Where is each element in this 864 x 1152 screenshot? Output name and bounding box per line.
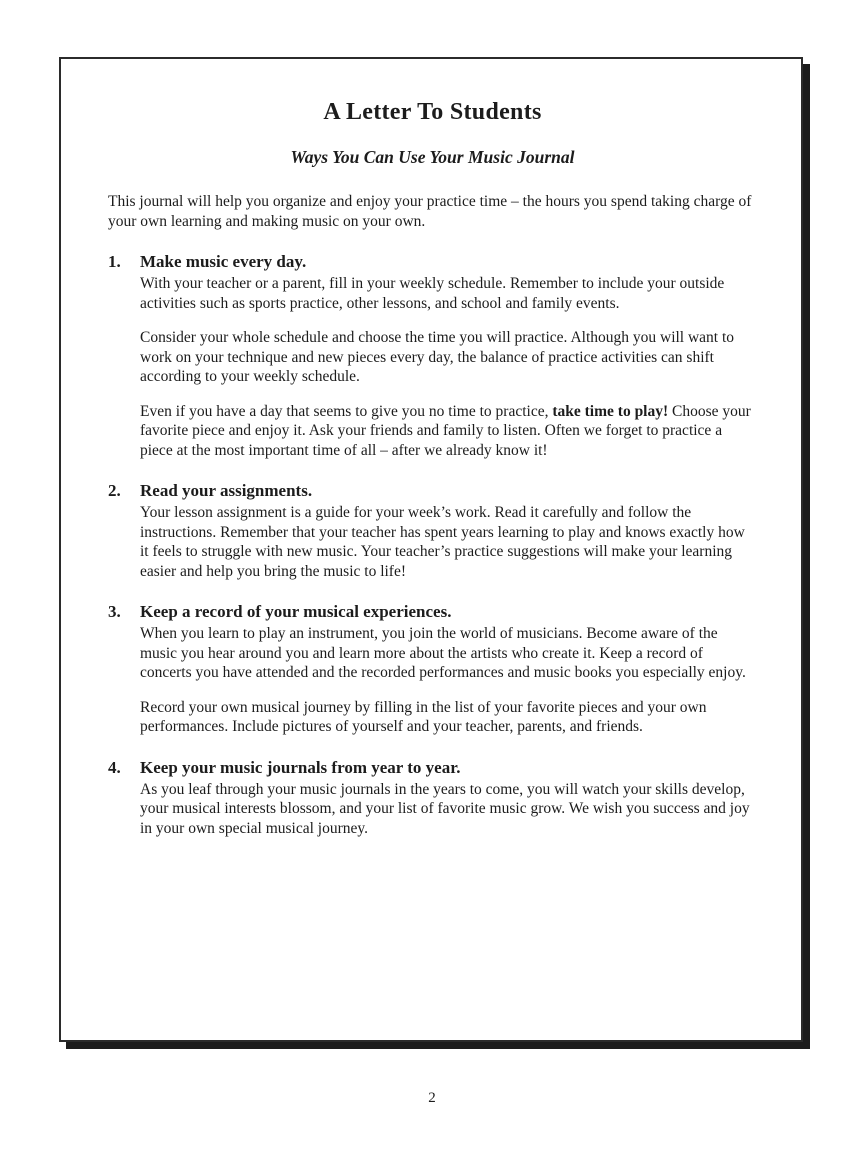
section-paragraph xyxy=(140,402,757,461)
section-number: 3. xyxy=(108,602,121,621)
section-body xyxy=(140,602,757,737)
page-content xyxy=(61,99,801,838)
section-number: 1. xyxy=(108,252,121,271)
section-paragraph: Your lesson assignment is a guide for your week’s work. Read it carefully and follow the instructions. Remember that your teacher has spent years learning to play and knows exactly how it feels to struggle with new music. Your teacher’s practice suggestions will make your learning easier and help you bring the music to life! xyxy=(140,504,745,580)
section-paragraph: When you learn to play an instrument, you join the world of musicians. Become aware of the music you hear around you and learn more about the artists who create it. Keep a record of concerts you have attended and the recorded performances and music books you especially enjoy. xyxy=(140,625,746,681)
page-frame xyxy=(59,57,803,1042)
page-title: A Letter To Students xyxy=(323,99,542,125)
section-make-music xyxy=(108,252,757,460)
section-paragraph: With your teacher or a parent, fill in your weekly schedule. Remember to include your outside activities such as sports practice, other lessons, and school and family events. xyxy=(140,275,725,312)
section-read-assignments xyxy=(108,481,757,581)
section-heading: Make music every day. xyxy=(140,252,307,271)
section-heading: Keep a record of your musical experiences. xyxy=(140,602,452,621)
section-number: 4. xyxy=(108,757,121,777)
section-number: 2. xyxy=(108,481,121,500)
section-paragraph: As you leaf through your music journals in the years to come, you will watch your skills develop, your musical interests blossom, and your list of favorite music grow. We wish you success and joy in your own special musical journey. xyxy=(140,780,750,837)
section-keep-record xyxy=(108,602,757,737)
paragraph-text: Choose your favorite piece and enjoy it. Ask your friends and family to listen. Often we forget to practice a piece at the most important time of all – after we already know it! xyxy=(140,402,751,459)
section-keep-journals xyxy=(108,758,757,839)
section-body xyxy=(140,252,757,460)
section-heading: Read your assignments. xyxy=(140,481,313,500)
intro-paragraph: This journal will help you organize and enjoy your practice time – the hours you spend taking charge of your own learning and making music on your own. xyxy=(108,193,752,230)
section-body xyxy=(140,481,757,581)
page-number: 2 xyxy=(428,1090,436,1106)
section-body xyxy=(140,758,757,839)
page-subtitle: Ways You Can Use Your Music Journal xyxy=(290,147,575,167)
section-paragraph: Record your own musical journey by filling in the list of your favorite pieces and your own performances. Include pictures of yourself and your teacher, parents, and friends. xyxy=(140,698,707,735)
paragraph-text: Even if you have a day that seems to give you no time to practice, xyxy=(140,402,553,420)
emphasized-phrase: take time to play! xyxy=(552,402,669,420)
section-heading: Keep your music journals from year to year. xyxy=(140,757,461,777)
section-paragraph: Consider your whole schedule and choose the time you will practice. Although you will want to work on your technique and new pieces every day, the balance of practice activities can shift according to your weekly schedule. xyxy=(140,329,735,385)
